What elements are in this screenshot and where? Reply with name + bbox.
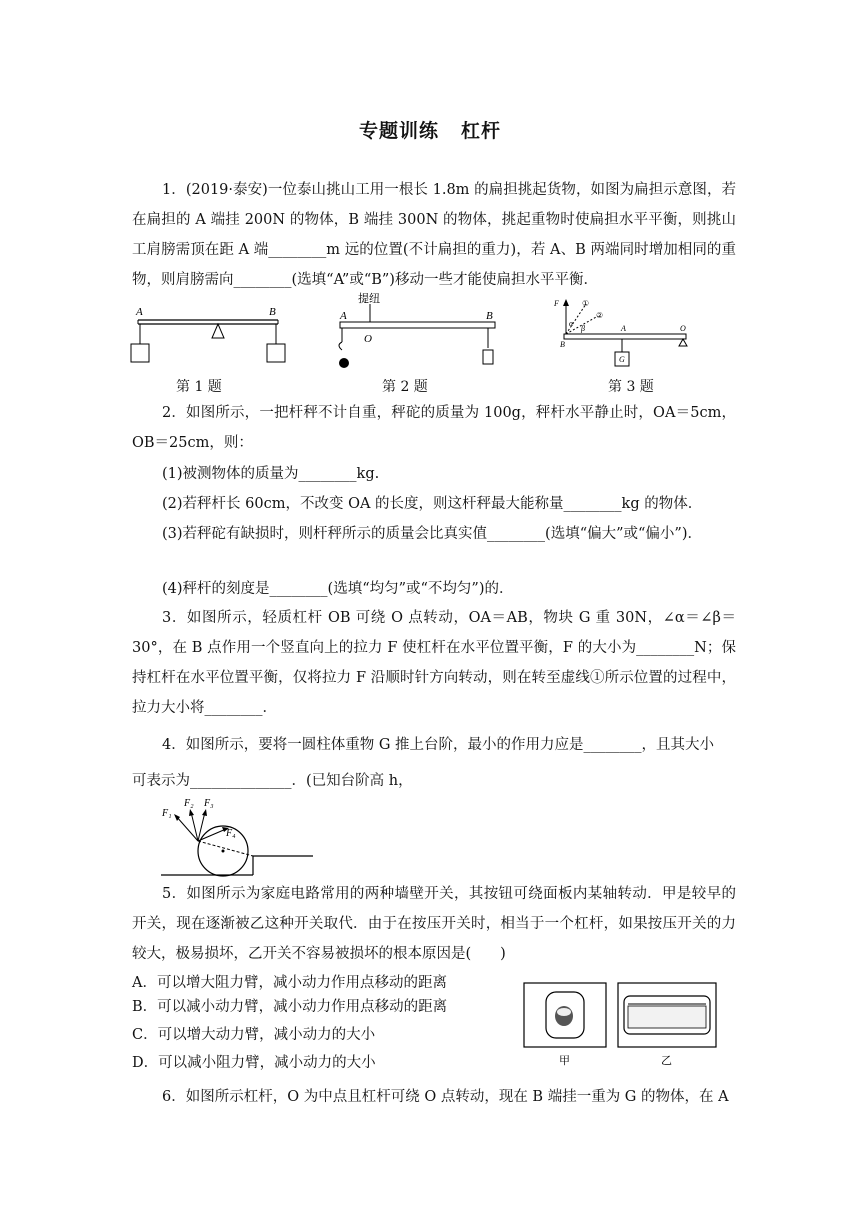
question-6: 6．如图所示杠杆，O 为中点且杠杆可绕 O 点转动，现在 B 端挂一重为 G 的物体，在 A — [162, 1089, 729, 1105]
question-2-intro: 2．如图所示，一把杆秤不计自重，秤砣的质量为 100g，秤杆水平静止时，OA＝5cm，OB＝25cm，则： — [132, 405, 736, 451]
fig3-label-g: G — [619, 355, 625, 364]
steelyard-diagram — [328, 290, 508, 372]
fig4-label-f2: F₂ — [184, 798, 194, 809]
question-4-line-2: 可表示为______________．(已知台阶高 h， — [132, 773, 413, 789]
question-1: 1．(2019·泰安)一位泰山挑山工用一根长 1.8m 的扁担挑起货物，如图为扁担示意图，若在扁担的 A 端挂 200N 的物体，B 端挂 300N 的物体，挑起重物时使扁担水平平衡，则挑山工肩膀需顶在距 A 端________m 远的位置(不计扁担的重力)，若 A、B 两端同时增加相同的重物，则肩膀需向________(选填“A”或“B”)移动一些才能使扁担水平平衡． — [132, 182, 736, 288]
wall-switch-diagram — [522, 980, 718, 1072]
question-2-part-1: (1)被测物体的质量为________kg. — [162, 466, 380, 482]
figure-5 — [522, 980, 718, 1072]
fig1-label-a: A — [136, 306, 143, 318]
question-2-part-4: (4)秤杆的刻度是________(选填“均匀”或“不均匀”)的． — [162, 581, 514, 597]
fig2-label-a: A — [340, 310, 347, 322]
fig3-label-alpha: α — [569, 319, 574, 328]
title-main: 专题训练 — [358, 120, 439, 142]
cylinder-step-diagram — [158, 796, 316, 878]
figure-3 — [552, 296, 702, 372]
figure-3-caption: 第 3 题 — [608, 379, 654, 395]
fig3-label-1: ① — [582, 299, 590, 308]
question-2-part-2: (2)若秤杆长 60cm，不改变 OA 的长度，则这杆秤最大能称量________kg 的物体． — [162, 496, 703, 512]
fig2-label-tizu: 提纽 — [358, 292, 380, 305]
figure-2-caption: 第 2 题 — [382, 379, 428, 395]
fig1-label-b: B — [269, 306, 276, 318]
figure-4 — [158, 796, 316, 878]
fig3-label-a: A — [621, 324, 626, 333]
fig4-label-f1: F₁ — [162, 808, 172, 819]
question-5-option-b: B．可以减小动力臂，减小动力作用点移动的距离 — [132, 999, 448, 1015]
fig5-label-jia: 甲 — [559, 1054, 570, 1067]
figure-2 — [328, 290, 508, 372]
fig5-label-yi: 乙 — [661, 1054, 672, 1067]
fig3-label-beta: β — [581, 324, 585, 333]
fig4-label-f4: F₄ — [226, 828, 236, 839]
title-topic: 杠杆 — [461, 120, 502, 142]
question-5-option-a: A．可以增大阻力臂，减小动力作用点移动的距离 — [132, 975, 447, 991]
fig2-label-b: B — [486, 310, 493, 322]
page-title — [0, 116, 860, 143]
shoulder-pole-diagram — [128, 300, 288, 370]
question-5-option-d: D．可以减小阻力臂，减小动力的大小 — [132, 1055, 376, 1071]
question-3: 3．如图所示，轻质杠杆 OB 可绕 O 点转动，OA＝AB，物块 G 重 30N，∠α＝∠β＝30°，在 B 点作用一个竖直向上的拉力 F 使杠杆在水平位置平衡，F 的大小为________N；保持杠杆在水平位置平衡，仅将拉力 F 沿顺时针方向转动，则在转至虚线①所示位置的过程中，拉力大小将________． — [132, 610, 736, 716]
steelyard-weight-icon — [339, 358, 349, 368]
question-5-option-c: C．可以增大动力臂，减小动力的大小 — [132, 1027, 376, 1043]
fig3-label-o: O — [680, 324, 686, 333]
fig3-label-f: F — [554, 299, 559, 308]
figure-1 — [128, 300, 288, 370]
fig2-label-o: O — [364, 333, 372, 345]
question-4-line-1: 4．如图所示，要将一圆柱体重物 G 推上台阶，最小的作用力应是________，且其大小 — [162, 737, 715, 753]
lever-diagram — [552, 296, 702, 372]
figure-1-caption: 第 1 题 — [176, 379, 222, 395]
question-5: 5．如图所示为家庭电路常用的两种墙壁开关，其按钮可绕面板内某轴转动．甲是较早的开关，现在逐渐被乙这种开关取代．由于在按压开关时，相当于一个杠杆，如果按压开关的力较大，极易损坏，乙开关不容易被损坏的根本原因是( ) — [132, 886, 736, 962]
fig3-label-2: ② — [596, 311, 604, 320]
fig3-label-b: B — [560, 340, 565, 349]
fig4-label-f3: F₃ — [204, 798, 214, 809]
question-2-part-3: (3)若秤砣有缺损时，则杆秤所示的质量会比真实值________(选填“偏大”或“偏小”)． — [162, 526, 703, 542]
